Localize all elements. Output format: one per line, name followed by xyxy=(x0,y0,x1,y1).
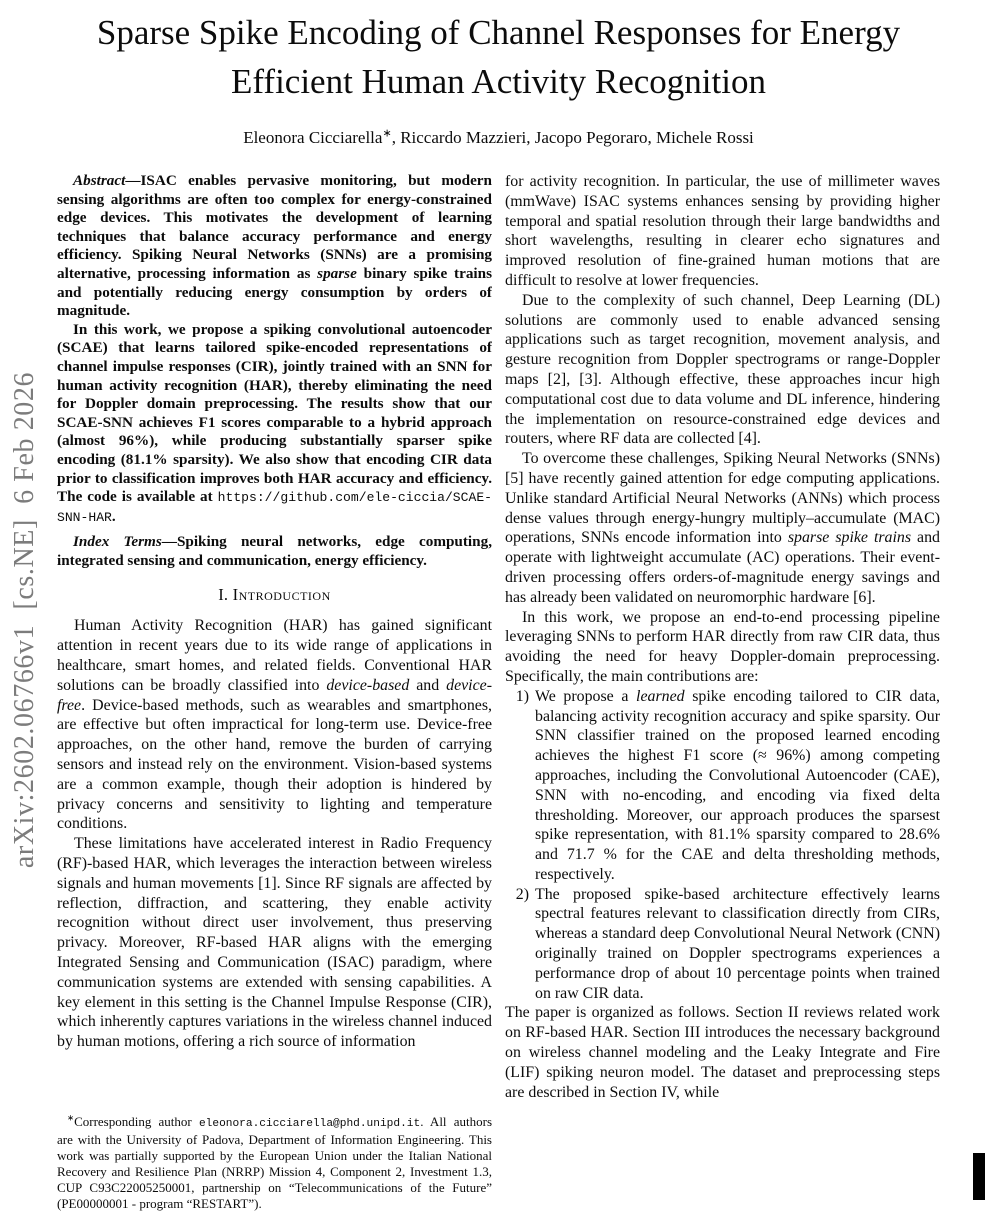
list-number-1: 1) xyxy=(515,687,529,705)
corresponding-author-footnote xyxy=(57,1114,492,1212)
text-run: , Riccardo Mazzieri, Jacopo Pegoraro, Michele Rossi xyxy=(391,128,754,147)
text-run: These limitations have accelerated interest in Radio Frequency (RF)-based HAR, which leverages the interaction between wireless signals and human movements [1]. Since RF signals are affected by reflection, diffraction, and scattering, they enable activity recognition without direct user involvement, thus preserving privacy. Moreover, RF-based HAR aligns with the emerging Integrated Sensing and Communication (ISAC) paradigm, where communication systems are extended with sensing capabilities. A key element in this setting is the Channel Impulse Response (CIR), which inherently captures variations in the wireless channel induced by human motions, offering a rich source of information xyxy=(57,835,492,1051)
section-heading-introduction xyxy=(57,585,492,605)
text-run: binary spike trains and potentially reducing energy consumption by orders of magnitude. xyxy=(57,264,492,320)
text-run: We propose a xyxy=(535,687,637,705)
email-link[interactable]: eleonora.cicciarella@phd.unipd.it xyxy=(198,1118,421,1130)
text-run: for activity recognition. In particular, the use of millimeter waves (mmWave) ISAC systems enhances sensing by providing higher temporal and spatial resolution through their large bandwidths and short wavelengths, resulting in clearer echo signatures and improved resolution of fine-grained human motions that are difficult to resolve at lower frequencies. xyxy=(505,173,940,289)
two-column-body xyxy=(57,172,940,1212)
text-run: device-free xyxy=(57,676,492,714)
authors-line xyxy=(57,128,940,148)
text-run: —ISAC enables pervasive monitoring, but modern sensing algorithms are often too complex for energy-constrained edge devices. This motivates the development of learning techniques that balance accuracy performance and energy efficiency. Spiking Neural Networks (SNNs) are a promising alternative, processing information as xyxy=(57,172,492,282)
text-run: In this work, we propose a spiking convolutional autoencoder (SCAE) that learns tailored spike-encoded representations of channel impulse responses (CIR), jointly trained with an SNN for human activity recognition (HAR), thereby eliminating the need for Doppler domain preprocessing. The results show that our SCAE-SNN achieves F1 scores comparable to a hybrid approach (almost 96%), while producing substantially sparser spike encoding (81.1% sparsity). We also show that encoding CIR data prior to classification improves both HAR accuracy and efficiency. The code is available at xyxy=(57,320,492,506)
left-column xyxy=(57,172,492,1212)
body-paragraph-4 xyxy=(505,608,940,687)
github-link[interactable]: https://github.com/ele-ciccia/SCAE-SNN-HAR xyxy=(57,490,492,525)
text-run: . All authors are with the University of Padova, Department of Information Engineering. This work was partially supported by the European Union under the Italian National Recovery and Resilience Plan (NRRP) Mission 4, Component 2, Investment 1.3, CUP C93C22005250001, partnership on “Telecommunications of the Future” (PE00000001 - program “RESTART”). xyxy=(57,1114,492,1211)
text-run: Eleonora Cicciarella xyxy=(243,128,383,147)
text-run: The proposed spike-based architecture effectively learns spectral features relevant to classification directly from CIRs, whereas a standard deep Convolutional Neural Network (CNN) originally trained on Doppler spectrograms experiences a performance drop of about 10 percentage points when trained on raw CIR data. xyxy=(535,885,940,1002)
text-run: . xyxy=(111,507,116,525)
text-run: and operate with lightweight accumulate (AC) operations. Their event-driven processing offers orders-of-magnitude energy savings and has already been validated on neuromorphic hardware [6]. xyxy=(505,529,940,606)
abstract-paragraph-1 xyxy=(57,172,492,321)
text-run: sparse spike trains xyxy=(787,529,912,547)
paper-content xyxy=(57,8,940,1212)
text-run: The paper is organized as follows. Section II reviews related work on RF-based HAR. Section III introduces the necessary background on wireless channel modeling and the Leaky Integrate and Fire (LIF) spiking neuron model. The dataset and preprocessing steps are described in Section IV, while xyxy=(505,1004,940,1101)
text-run: To overcome these challenges, Spiking Neural Networks (SNNs) [5] have recently gained attention for edge computing applications. Unlike standard Artificial Neural Networks (ANNs) which process dense values through energy-hungry multiply–accumulate (MAC) operations, SNNs encode information into xyxy=(505,450,940,547)
contribution-text-1 xyxy=(535,687,940,885)
contribution-item-2 xyxy=(509,885,940,1004)
closing-paragraph xyxy=(505,1003,940,1102)
list-number-2: 2) xyxy=(515,885,529,903)
text-run: Human Activity Recognition (HAR) has gained significant attention in recent years due to its wide range of applications in healthcare, smart homes, and related fields. Conventional HAR solutions can be broadly classified into xyxy=(57,617,492,694)
page-edge-artifact xyxy=(973,1153,985,1200)
index-terms xyxy=(57,533,492,570)
text-run: spike encoding tailored to CIR data, balancing activity recognition accuracy and spike sparsity. Our SNN classifier trained on the proposed learned encoding achieves the highest F1 score (≈ 96%) among competing approaches, including the Convolutional Autoencoder (CAE), SNN with no-encoding, and encoding via fixed delta thresholding. Moreover, our approach produces the sparsest spike representation, with 81.1% sparsity compared to 28.6% and 71.7 % for the CAE and delta thresholding methods, respectively. xyxy=(535,687,940,883)
text-run: Abstract xyxy=(73,172,126,189)
text-run: learned xyxy=(636,687,685,705)
contribution-text-2 xyxy=(535,885,940,1004)
intro-paragraph-1 xyxy=(57,616,492,834)
right-column xyxy=(505,172,940,1212)
text-run: and xyxy=(409,676,447,694)
text-run: ∗ xyxy=(67,1112,75,1123)
text-run: sparse xyxy=(317,264,357,282)
body-paragraph-1 xyxy=(505,172,940,291)
text-run: —Spiking neural networks, edge computing, integrated sensing and communication, energy efficiency. xyxy=(57,533,492,569)
text-run: Index Terms xyxy=(73,533,162,551)
body-paragraph-2 xyxy=(505,291,940,449)
text-run: In this work, we propose an end-to-end processing pipeline leveraging SNNs to perform HAR directly from raw CIR data, thus avoiding the need for heavy Doppler-domain preprocessing. Specifically, the main contributions are: xyxy=(505,608,940,685)
paper-title: Sparse Spike Encoding of Channel Responses for Energy Efficient Human Activity Recognition xyxy=(96,13,901,101)
arxiv-watermark: arXiv:2602.06766v1 [cs.NE] 6 Feb 2026 xyxy=(9,371,40,869)
abstract-paragraph-2 xyxy=(57,321,492,528)
text-run: I. xyxy=(218,585,233,605)
text-run: Introduction xyxy=(232,585,331,605)
text-run: . Device-based methods, such as wearables and smartphones, are effective but often impractical for long-term use. Device-free approaches, on the other hand, remove the burden of carrying sensors and instead rely on the environment. Vision-based systems are a common example, though their adoption is hindered by privacy concerns and sensitivity to lighting and temperature conditions. xyxy=(57,696,492,833)
intro-paragraph-2 xyxy=(57,834,492,1052)
text-run: Corresponding author xyxy=(74,1114,199,1129)
text-run: ∗ xyxy=(382,127,392,140)
text-run: Due to the complexity of such channel, Deep Learning (DL) solutions are commonly used to enable advanced sensing applications such as target recognition, movement analysis, and gesture recognition from Doppler spectrograms or range-Doppler maps [2], [3]. Although effective, these approaches incur high computational cost due to data volume and DL inference, hindering the implementation on resource-constrained edge devices and routers, where RF data are collected [4]. xyxy=(505,291,940,448)
body-paragraph-3 xyxy=(505,449,940,607)
text-run: device-based xyxy=(326,676,410,694)
contribution-item-1 xyxy=(509,687,940,885)
